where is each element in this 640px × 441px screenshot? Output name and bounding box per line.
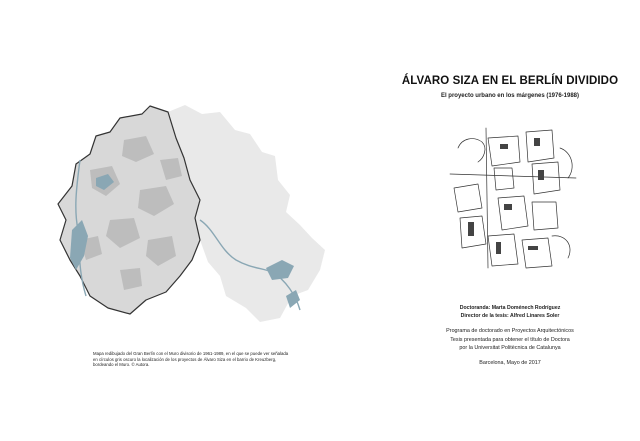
berlin-map xyxy=(50,100,330,335)
sketch-hatching xyxy=(468,138,544,254)
program-block xyxy=(400,327,620,353)
program-line: por la Universitat Politècnica de Catalunya xyxy=(459,345,561,352)
right-page xyxy=(320,0,640,441)
doctoranda-line: Doctoranda: Marta Doménech Rodríguez xyxy=(459,305,561,311)
place-date: Barcelona, Mayo de 2017 xyxy=(479,360,541,366)
director-line: Director de la tesis: Alfred Linares Soler xyxy=(460,313,560,319)
credits-block xyxy=(400,304,620,320)
urban-sketch-drawing xyxy=(448,118,580,276)
thesis-subtitle: El proyecto urbano en los márgenes (1976-1988) xyxy=(440,93,580,99)
thesis-title: ÁLVARO SIZA EN EL BERLÍN DIVIDIDO xyxy=(401,75,619,87)
program-line: Programa de doctorado en Proyectos Arquitectónicos xyxy=(446,328,574,334)
map-caption: Mapa redibujado del Gran Berlín con el Muro divisorio de 1961-1989, en el que se puede ver señalada en círculos gris oscuro la localización de los proyectos de Álvaro Siza en el barrio de Kreuzberg, bordeando el Muro. © Autora. xyxy=(93,351,289,368)
program-line: Tesis presentada para obtener el título de Doctora xyxy=(450,336,570,343)
